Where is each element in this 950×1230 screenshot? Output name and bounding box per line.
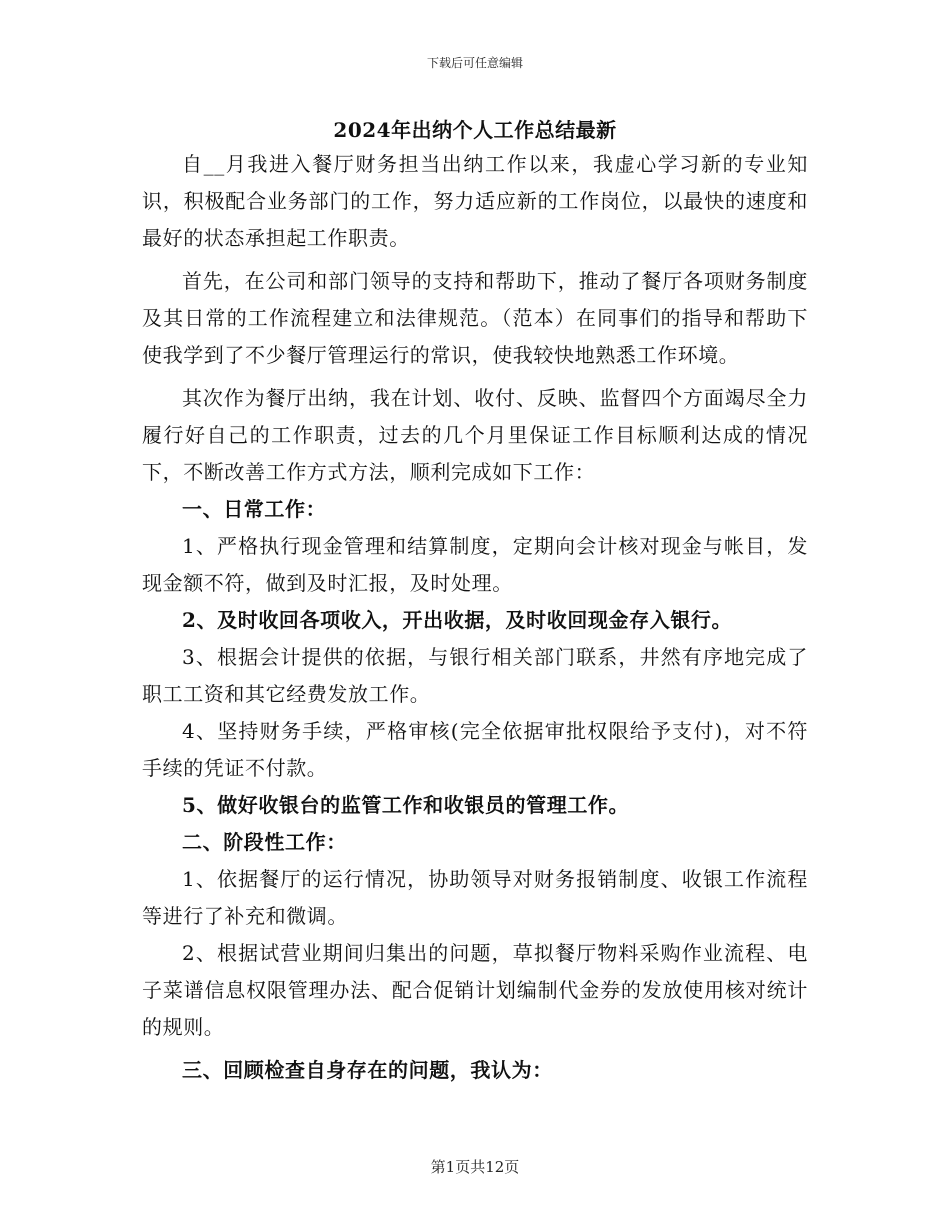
paragraph-first: 首先，在公司和部门领导的支持和帮助下，推动了餐厅各项财务制度及其日常的工作流程建立和法律规范。（范本）在同事们的指导和帮助下使我学到了不少餐厅管理运行的常识，使我较快地熟悉工作环境。	[142, 269, 808, 367]
list-item: 1、依据餐厅的运行情况，协助领导对财务报销制度、收银工作流程等进行了补充和微调。	[142, 867, 808, 928]
paragraph-intro: 自__月我进入餐厅财务担当出纳工作以来，我虚心学习新的专业知识，积极配合业务部门的工作，努力适应新的工作岗位，以最快的速度和最好的状态承担起工作职责。	[142, 152, 808, 250]
list-item: 1、严格执行现金管理和结算制度，定期向会计核对现金与帐目，发现金额不符，做到及时汇报，及时处理。	[142, 534, 808, 595]
section-heading-phase: 二、阶段性工作：	[182, 830, 347, 854]
list-item: 4、坚持财务手续，严格审核(完全依据审批权限给予支付)，对不符手续的凭证不付款。	[142, 719, 808, 780]
page-footer: 第1页共12页	[430, 1158, 520, 1176]
header-note: 下载后可任意编辑	[426, 56, 523, 70]
document-body	[142, 146, 808, 1089]
list-item: 5、做好收银台的监管工作和收银员的管理工作。	[182, 793, 630, 817]
list-item: 3、根据会计提供的依据，与银行相关部门联系，井然有序地完成了职工工资和其它经费发放工作。	[142, 645, 808, 706]
list-item: 2、及时收回各项收入，开出收据，及时收回现金存入银行。	[182, 608, 733, 632]
section-heading-daily: 一、日常工作：	[182, 497, 327, 521]
paragraph-second: 其次作为餐厅出纳，我在计划、收付、反映、监督四个方面竭尽全力履行好自己的工作职责，过去的几个月里保证工作目标顺利达成的情况下，不断改善工作方式方法，顺利完成如下工作：	[142, 386, 808, 484]
section-heading-review: 三、回顾检查自身存在的问题，我认为：	[182, 1058, 553, 1082]
document-title: 2024年出纳个人工作总结最新	[333, 118, 617, 142]
list-item: 2、根据试营业期间归集出的问题，草拟餐厅物料采购作业流程、电子菜谱信息权限管理办法、配合促销计划编制代金券的发放使用核对统计的规则。	[142, 941, 808, 1039]
